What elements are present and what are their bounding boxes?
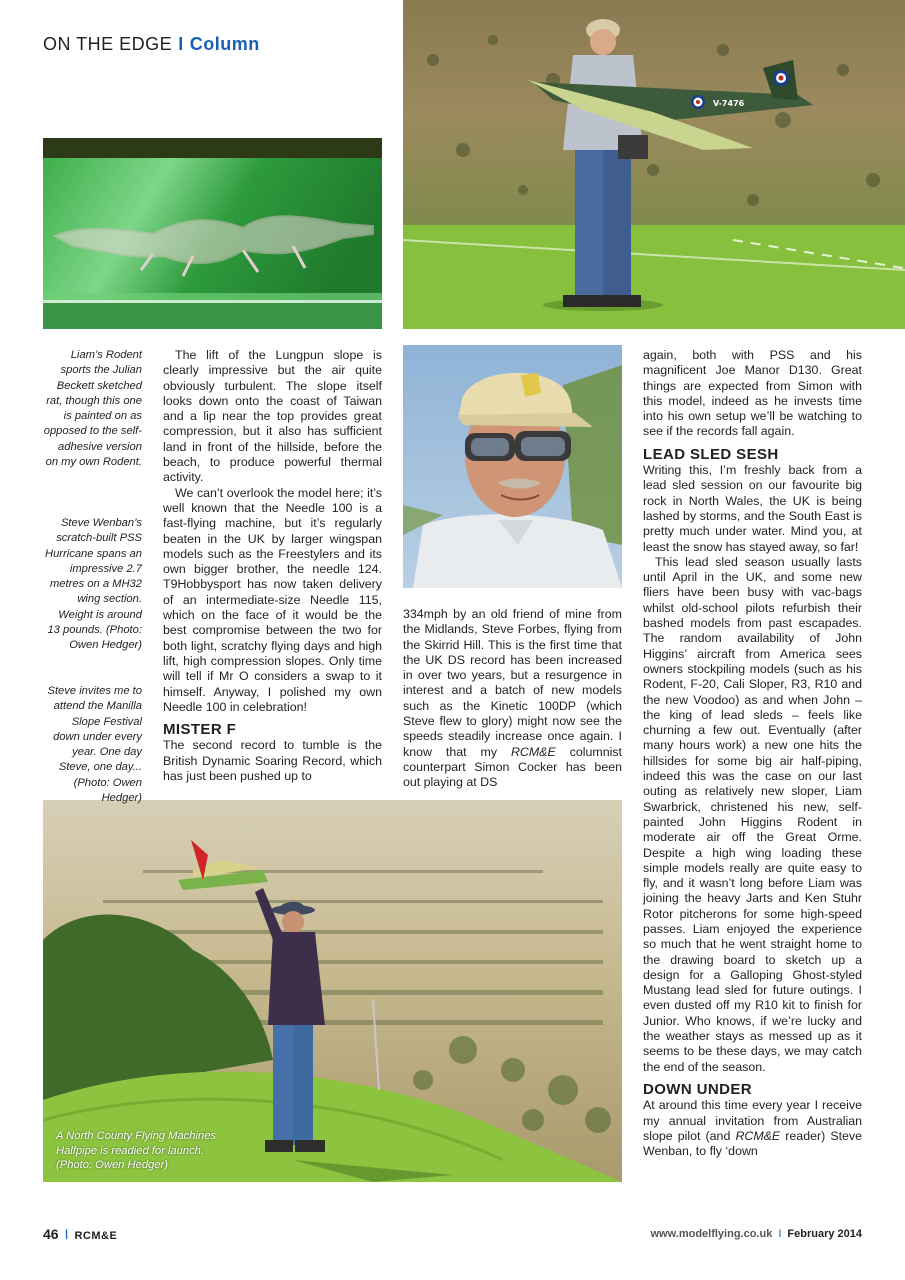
rat-artwork-image <box>43 138 382 329</box>
magazine-name: RCM&E <box>74 1230 118 1242</box>
paragraph: Writing this, I’m freshly back from a lead sled session on our favourite big rock in North Wales, the UK is being lashed by storms, and the South East is pretty much under water. Mind you, at least the snow has stayed away, so far! <box>643 463 862 554</box>
caption-hurricane: Steve Wenban’s scratch-built PSS Hurricane spans an impressive 2.7 metres on a MH32 wing section. Weight is around 13 pounds. (Photo: Owen Hedger) <box>44 517 142 652</box>
paragraph: We can’t overlook the model here; it’s well known that the Needle 100 is a fast-flying machine, but it’s regularly beaten in the UK by larger wingspan models such as the Freestylers and its own bigger brother, the needle 124. T9Hobbysport has now taken delivery of an intermediate-size Needle 115, which on the face of it would be the best compromise between the two for both light, scratchy flying days and high lift, high compression slopes. Only time will tell if Mr O considers a swap to it himself. Anyway, I polished my own Needle 100 in celebration! <box>163 485 382 714</box>
subheading-mister-f: MISTER F <box>163 721 237 739</box>
website-url: www.modelflying.co.uk <box>650 1228 773 1240</box>
body-column-3 <box>643 348 862 1159</box>
portrait-photo <box>403 345 622 588</box>
issue-date: February 2014 <box>787 1228 862 1240</box>
plane-marking: V-7476 <box>713 99 745 108</box>
body-column-2 <box>403 607 622 791</box>
caption-halfpipe: A North County Flying Machines Halfpipe is readied for launch. (Photo: Owen Hedger) <box>56 1130 217 1171</box>
paragraph: again, both with PSS and his magnificent Joe Manor D130. Great things are expected from Simon with this model, indeed as he invests time into his own setup we’ll be watching to see if the records fall again. <box>643 348 862 439</box>
subheading-down-under: DOWN UNDER <box>643 1080 752 1098</box>
hurricane-photo <box>403 0 905 329</box>
caption-rodent: Liam’s Rodent sports the Julian Beckett sketched rat, though this one is painted on as opposed to the self-adhesive version on my own Rodent. <box>43 349 142 469</box>
paragraph: This lead sled season usually lasts until April in the UK, and some new fliers have been busy with vac-bags whilst old-school pilots refurbish their bashed models from past escapades. The random availability of John Higgins’ aircraft from America sees owners stockpiling models (such as his Rodent, F-20, Cali Sloper, R3, R10 and the new Voodoo) as and when John – the king of lead sleds – feels like churning a few out. Eventually (after many hours work) a new one hits the hillsides for some big air half-piping, indeed this was the case on our last outing as relatively new sloper, Liam Swarbrick, christened his new, self-painted John Higgins Rodent in moderate air off the Great Orme. Despite a high wing loading these simple models really are quite easy to fly, and it wasn’t long before Liam was joining the heavy Jarts and Ken Stuhr Rotor pitcherons for some high-speed passes. Liam enjoyed the experience so much that he went straight home to the drawing board to sketch up a design for a Galloping Ghost-styled Mustang lead sled for future outings. I even dusted off my R10 kit to finish for Junior. Who knows, if we’re lucky and the weather stays as messed up as it seems to be these days, we may catch the end of the season. <box>643 554 862 1074</box>
paragraph: At around this time every year I receive my annual invitation from Australian slope pilot (and RCM&E reader) Steve Wenban, to fly ‘down <box>643 1098 862 1159</box>
footer-divider: I <box>64 1226 69 1242</box>
caption-manilla: Steve invites me to attend the Manilla Slope Festival down under every year. One day Steve, one day... (Photo: Owen Hedger) <box>47 685 142 805</box>
hurricane-pilot-image <box>403 0 905 329</box>
footer-divider: I <box>778 1228 782 1240</box>
halfpipe-photo <box>43 800 622 1182</box>
halfpipe-launch-image <box>43 800 622 1182</box>
subheading-lead-sled: LEAD SLED SESH <box>643 445 779 463</box>
footer-left <box>43 1226 117 1242</box>
paragraph: The second record to tumble is the British Dynamic Soaring Record, which has just been pushed up to <box>163 738 382 784</box>
pilot-portrait-image <box>403 345 622 588</box>
footer-right <box>651 1228 863 1240</box>
page-number: 46 <box>43 1226 59 1242</box>
body-column-1 <box>163 348 382 784</box>
header-divider: I <box>178 34 184 54</box>
rodent-photo <box>43 138 382 329</box>
paragraph: 334mph by an old friend of mine from the Midlands, Steve Forbes, flying from the Skirrid Hill. This is the first time that the UK DS record has been increased in over two years, but a resurgence in interest and a batch of new models such as the Kinetic 100DP (which Steve flew to glory) might now see the speeds steadily increase once again. I know that my RCM&E columnist counterpart Simon Cocker has been out playing at DS <box>403 607 623 790</box>
column-label: Column <box>189 34 260 54</box>
running-header <box>43 34 260 55</box>
paragraph: The lift of the Lungpun slope is clearly impressive but the air quite obviously turbulent. The slope itself looks down onto the coast of Taiwan and a lip near the top provides great compression, but it also has sufficient land in front of the hillside, before the beach, to produce powerful thermal activity. <box>163 348 382 485</box>
section-title: ON THE EDGE <box>43 34 173 54</box>
